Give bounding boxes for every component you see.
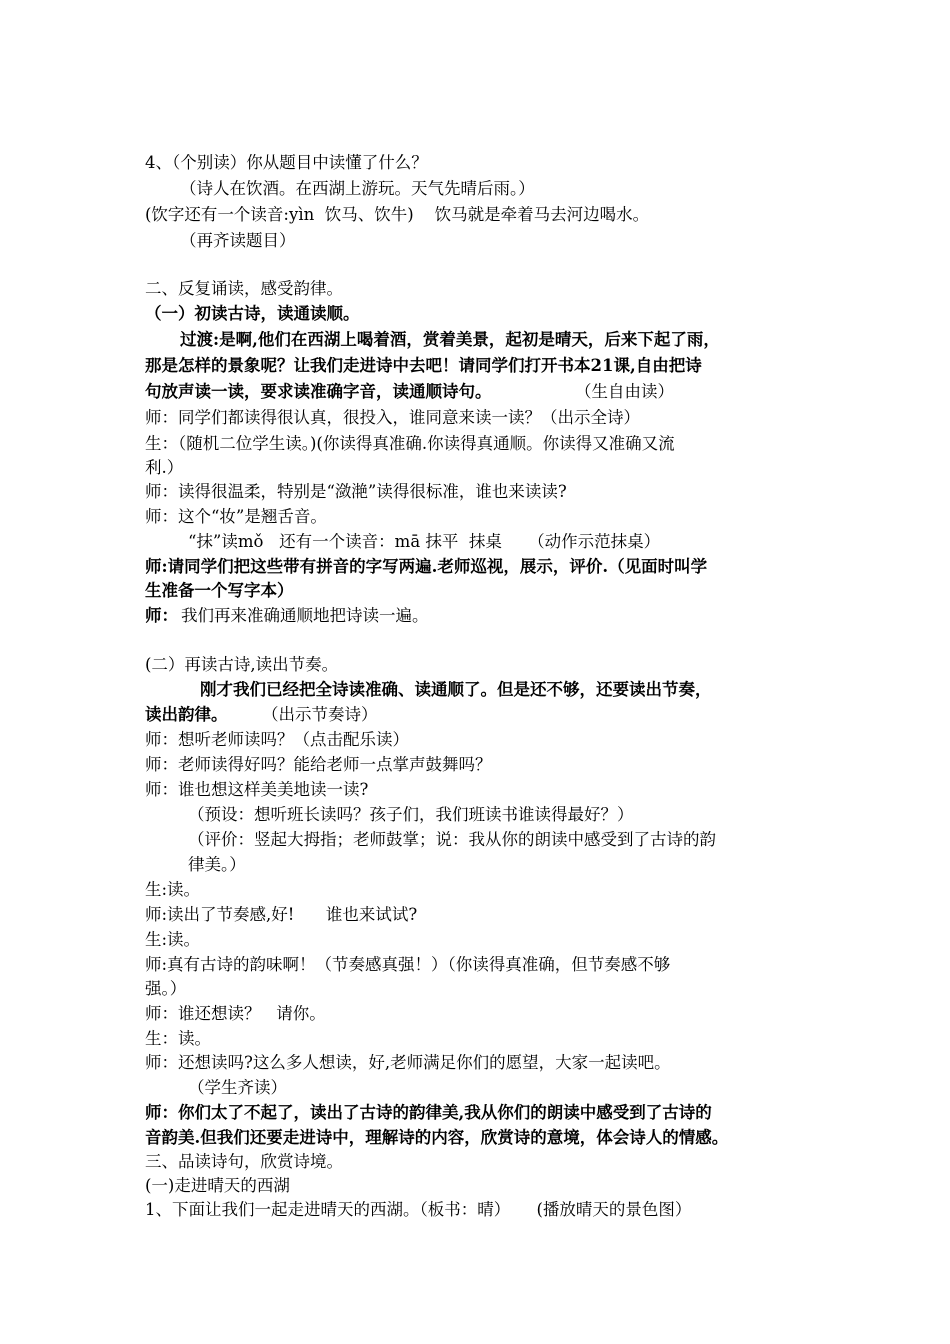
text-line: 生:读。 xyxy=(145,880,201,899)
text-line: 师：谁也想这样美美地读一读? xyxy=(145,780,369,799)
text-line: 师：你们太了不起了，读出了古诗的韵律美,我从你们的朗读中感受到了古诗的 xyxy=(145,1103,712,1122)
text-line: 1、下面让我们一起走进晴天的西湖。（板书：晴） (播放晴天的景色图） xyxy=(145,1200,692,1219)
text-line: 师：读得很温柔，特别是“潋滟”读得很标准，谁也来读读? xyxy=(145,482,567,501)
section-heading: 三、品读诗句，欣赏诗境。 xyxy=(145,1152,343,1171)
text-line: （预设：想听班长读吗？孩子们，我们班读书谁读得最好？） xyxy=(188,805,634,824)
text-line: 过渡:是啊,他们在西湖上喝着酒，赏着美景，起初是晴天，后来下起了雨， xyxy=(180,330,720,349)
subsection-heading: (一)走进晴天的西湖 xyxy=(145,1176,290,1195)
text-line: （评价：竖起大拇指；老师鼓掌；说：我从你的朗读中感受到了古诗的韵 xyxy=(188,830,716,849)
text-line: 刚才我们已经把全诗读准确、读通顺了。但是还不够，还要读出节奏， xyxy=(200,680,712,699)
text-line: “抹”读mǒ 还有一个读音：mā 抹平 抹桌 （动作示范抹桌） xyxy=(188,532,661,551)
text-line: 师:请同学们把这些带有拼音的字写两遍.老师巡视，展示，评价.（见面时叫学 xyxy=(145,557,708,576)
text-line: 生：（随机二位学生读。)(你读得真准确.你读得真通顺。你读得又准确又流 xyxy=(145,434,675,453)
text-line: （学生齐读） xyxy=(188,1078,287,1097)
subsection-heading: (二）再读古诗,读出节奏。 xyxy=(145,655,339,674)
text-line: 律美。） xyxy=(188,855,246,874)
text-line: 生:读。 xyxy=(145,930,201,949)
text-line: 我们再来准确通顺地把诗读一遍。 xyxy=(181,606,429,625)
section-heading: 二、反复诵读，感受韵律。 xyxy=(145,279,343,298)
text-line: （再齐读题目） xyxy=(180,231,296,250)
subsection-heading: （一）初读古诗，读通读顺。 xyxy=(145,304,360,323)
text-line: 强。） xyxy=(145,979,187,998)
text-line: 师：这个“妆”是翘舌音。 xyxy=(145,507,327,526)
text-line: 生：读。 xyxy=(145,1029,211,1048)
text-line: 师：老师读得好吗？能给老师一点掌声鼓舞吗？ xyxy=(145,755,492,774)
text-line: 师：想听老师读吗？（点击配乐读） xyxy=(145,730,409,749)
text-line: （生自由读） xyxy=(575,382,674,401)
text-line: 师:读出了节奏感,好! 谁也来试试? xyxy=(145,905,418,924)
text-line: （诗人在饮酒。在西湖上游玩。天气先晴后雨。） xyxy=(180,179,535,198)
text-line: 利.） xyxy=(145,458,184,477)
text-line: （出示节奏诗） xyxy=(262,705,378,724)
text-line: (饮字还有一个读音:yìn 饮马、饮牛) 饮马就是牵着马去河边喝水。 xyxy=(145,205,650,224)
text-line: 师:真有古诗的韵味啊！（节奏感真强！）（你读得真准确，但节奏感不够 xyxy=(145,955,671,974)
text-line: 句放声读一读，要求读准确字音，读通顺诗句。 xyxy=(145,382,492,401)
text-line: 师：同学们都读得很认真，很投入，谁同意来读一读？（出示全诗） xyxy=(145,408,640,427)
text-line: 那是怎样的景象呢？让我们走进诗中去吧！请同学们打开书本21课,自由把诗 xyxy=(145,356,702,375)
text-line: 师： xyxy=(145,606,178,625)
text-line: 师：谁还想读？ 请你。 xyxy=(145,1004,326,1023)
text-line: 4、（个别读）你从题目中读懂了什么？ xyxy=(145,153,428,172)
text-line: 生准备一个写字本） xyxy=(145,581,294,600)
text-line: 师：还想读吗?这么多人想读，好,老师满足你们的愿望，大家一起读吧。 xyxy=(145,1053,671,1072)
text-line: 读出韵律。 xyxy=(145,705,228,724)
text-line: 音韵美.但我们还要走进诗中，理解诗的内容，欣赏诗的意境，体会诗人的情感。 xyxy=(145,1128,729,1147)
